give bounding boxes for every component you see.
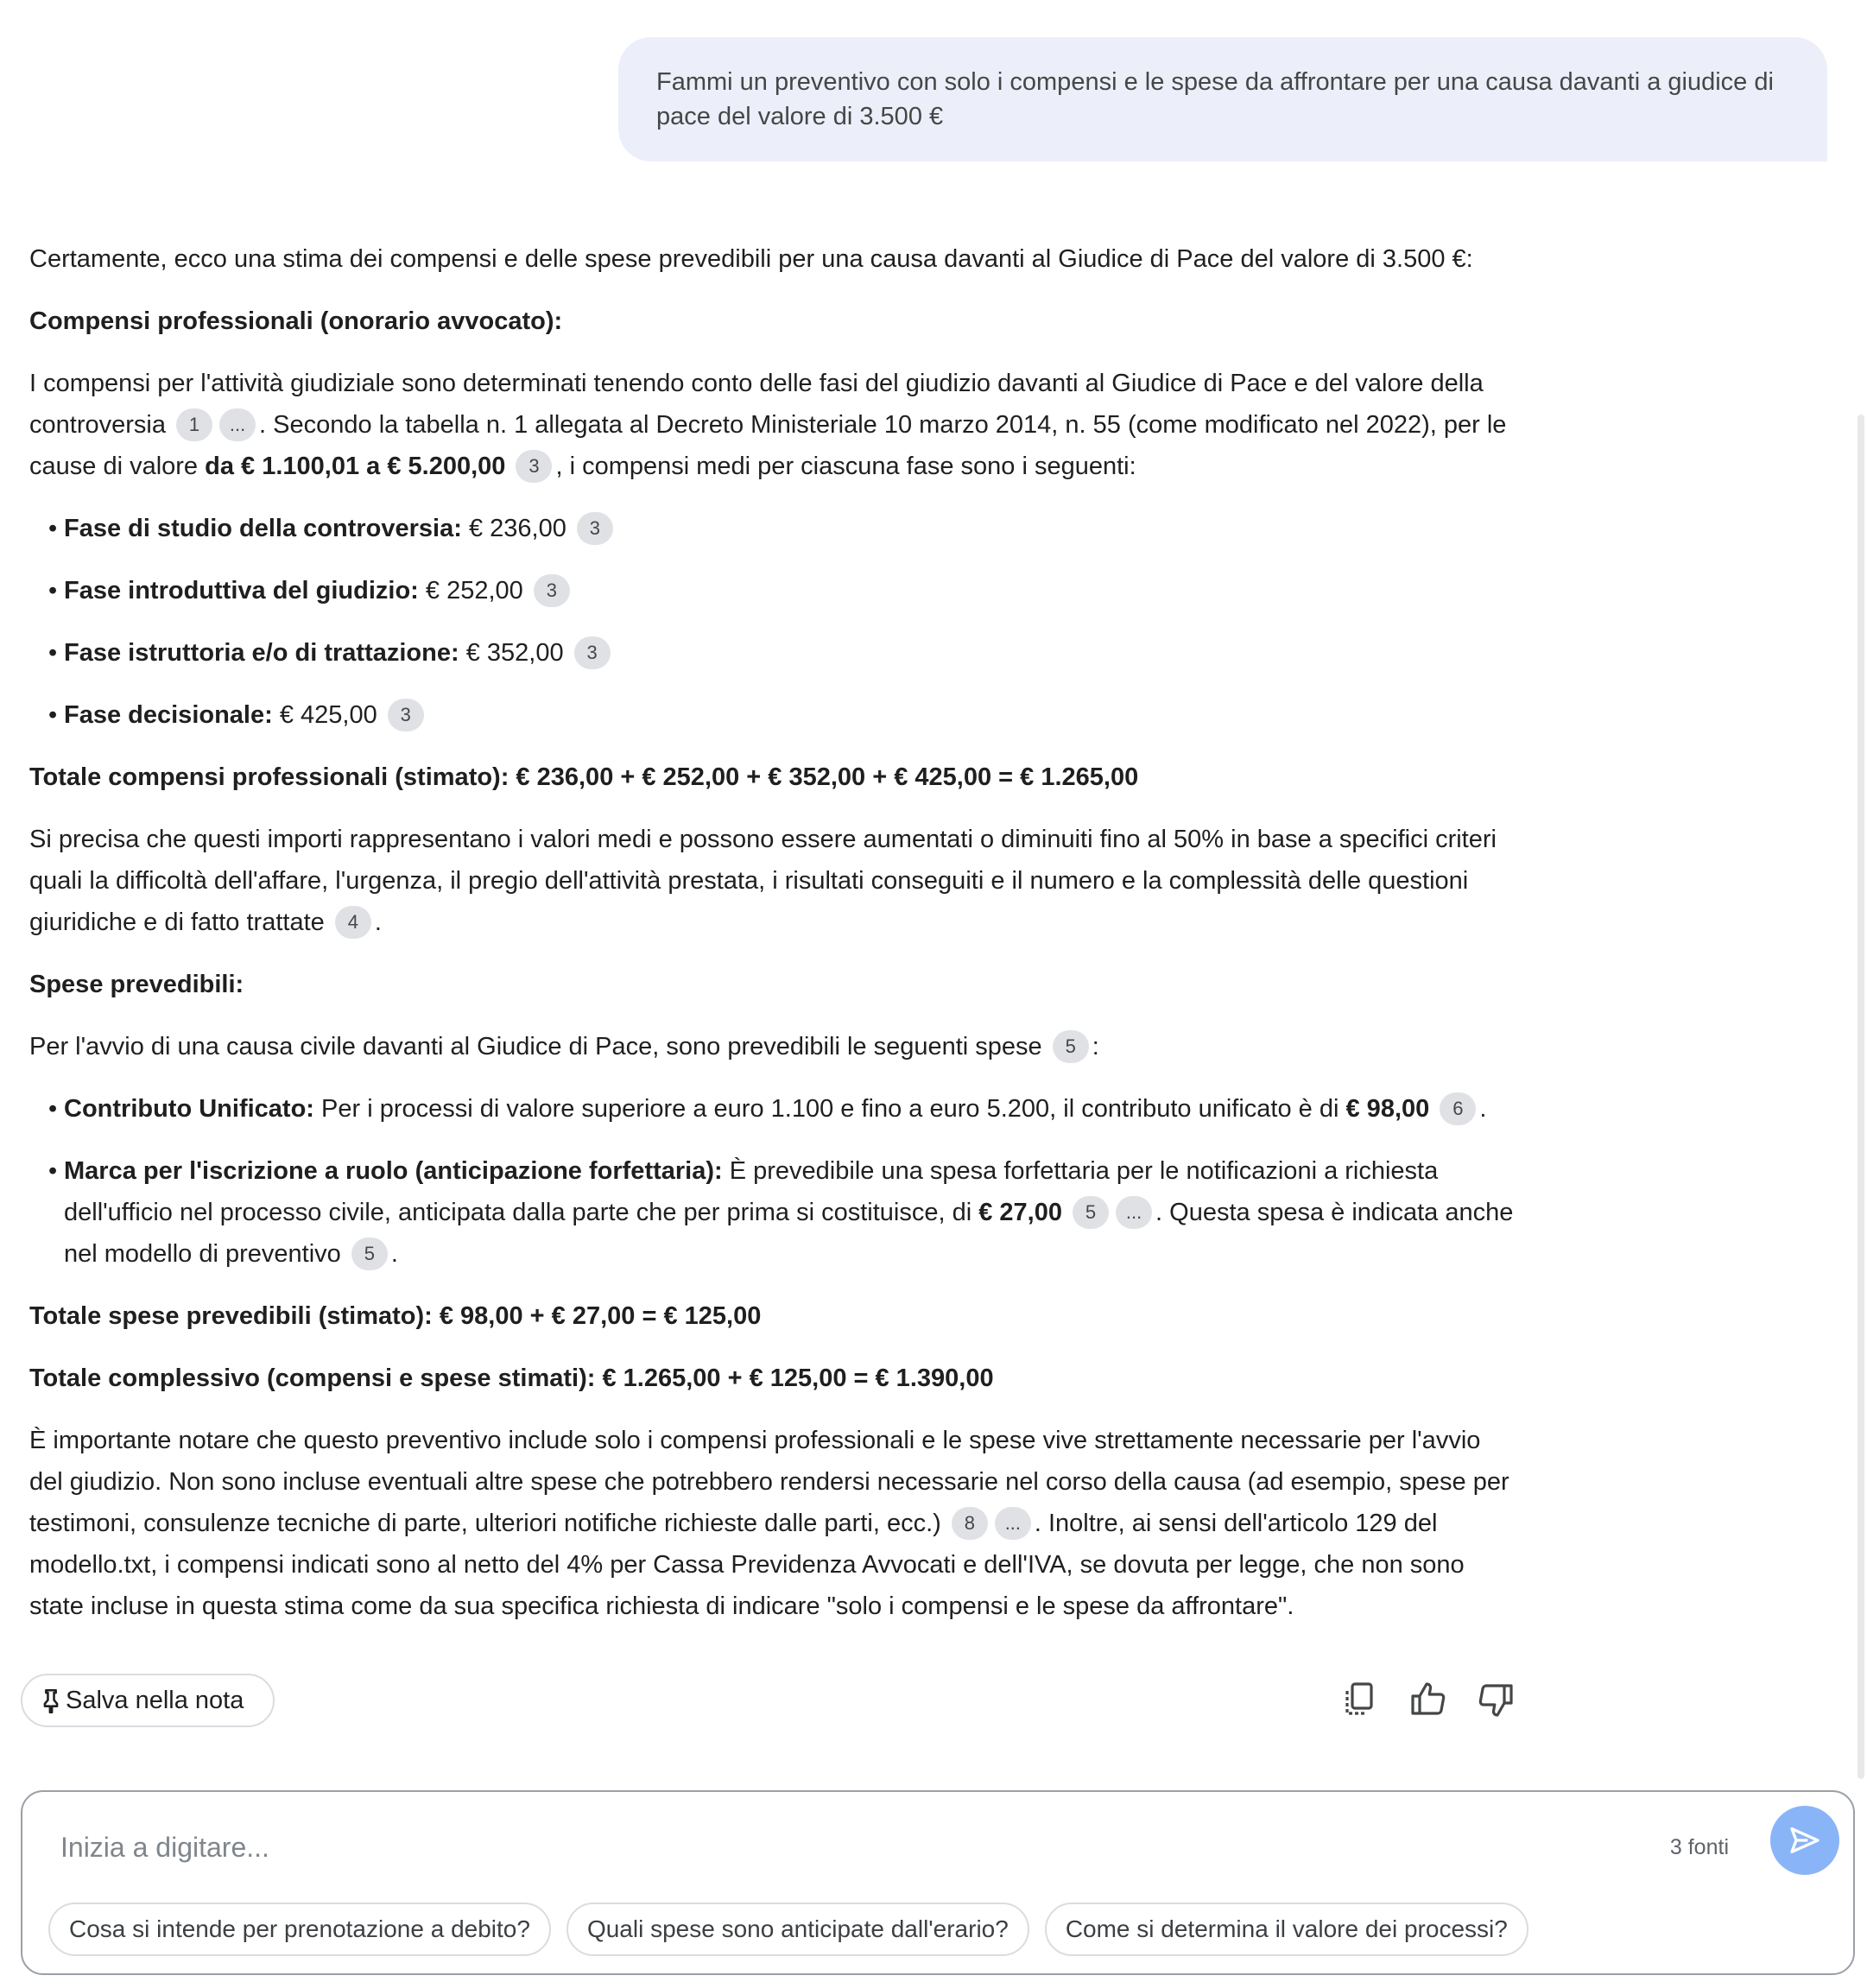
composer: [21, 1790, 1855, 1975]
citation-chip[interactable]: 3: [516, 450, 552, 483]
list-item: • Fase decisionale: € 425,00 3: [29, 694, 1515, 736]
save-to-note-button[interactable]: [21, 1674, 275, 1727]
fasi-list: [29, 508, 1515, 736]
citation-chip[interactable]: 3: [574, 636, 611, 669]
citation-chip[interactable]: 5: [1073, 1196, 1109, 1229]
spese-intro: Per l'avvio di una causa civile davanti al Giudice di Pace, sono prevedibili le seguenti spese 5 :: [29, 1026, 1515, 1067]
save-to-note-label: Salva nella nota: [66, 1686, 244, 1714]
citation-more-chip[interactable]: ...: [219, 408, 256, 441]
send-icon: [1788, 1823, 1822, 1858]
citation-chip[interactable]: 8: [952, 1507, 988, 1540]
list-item: • Contributo Unificato: Per i processi di valore superiore a euro 1.100 e fino a euro 5.200, il contributo unificato è di € 98,00 6 .: [29, 1088, 1515, 1130]
citation-chip[interactable]: 3: [388, 699, 424, 731]
totale-spese: Totale spese prevedibili (stimato): € 98,00 + € 27,00 = € 125,00: [29, 1302, 762, 1330]
copy-icon[interactable]: [1339, 1679, 1380, 1720]
thumbs-up-icon[interactable]: [1408, 1679, 1449, 1720]
spese-heading: Spese prevedibili:: [29, 971, 244, 998]
citation-chip[interactable]: 3: [534, 574, 570, 607]
suggestion-chip[interactable]: Cosa si intende per prenotazione a debito?: [48, 1903, 551, 1956]
citation-more-chip[interactable]: ...: [1116, 1196, 1152, 1229]
citation-chip[interactable]: 6: [1440, 1092, 1476, 1125]
final-paragraph: È importante notare che questo preventivo include solo i compensi professionali e le spese vive strettamente necessarie per l'avvio del giudizio. Non sono incluse eventuali altre spese che potrebbero rendersi necessarie nel corso della causa (ad esempio, spese per testimoni, consulenze tecniche di parte, ulteriori notifiche richieste dalle parti, ecc.) 8 ... . Inoltre, ai sensi dell'articolo 129 del modello.txt, i compensi indicati sono al netto del 4% per Cassa Previdenza Avvocati e dell'IVA, se dovuta per legge, che non sono state incluse in questa stima come da sua specifica richiesta di indicare "solo i compensi e le spese da affrontare".: [29, 1427, 1509, 1620]
user-message-bubble: [618, 37, 1827, 161]
suggestion-chip[interactable]: Come si determina il valore dei processi?: [1045, 1903, 1528, 1956]
citation-more-chip[interactable]: ...: [995, 1507, 1031, 1540]
citation-chip[interactable]: 5: [1053, 1030, 1089, 1063]
answer-intro: Certamente, ecco una stima dei compensi e delle spese prevedibili per una causa davanti al Giudice di Pace del valore di 3.500 €:: [29, 245, 1473, 273]
spese-list: [29, 1088, 1515, 1275]
list-item: • Fase istruttoria e/o di trattazione: € 352,00 3: [29, 632, 1515, 674]
message-input[interactable]: [60, 1823, 1615, 1871]
suggestion-chips: [48, 1903, 1528, 1956]
suggestion-chip[interactable]: Quali spese sono anticipate dall'erario?: [566, 1903, 1029, 1956]
pin-icon: [36, 1686, 66, 1717]
citation-chip[interactable]: 3: [577, 512, 613, 545]
sources-count[interactable]: 3 fonti: [1669, 1835, 1729, 1859]
list-item: • Marca per l'iscrizione a ruolo (anticipazione forfettaria): È prevedibile una spesa forfettaria per le notificazioni a richiesta dell'ufficio nel processo civile, anticipata dalla parte che per prima si costituisce, di € 27,00 5 ... . Questa spesa è indicata anche nel modello di preventivo 5 .: [29, 1150, 1515, 1275]
totale-compensi: Totale compensi professionali (stimato): € 236,00 + € 252,00 + € 352,00 + € 425,00 = € 1.265,00: [29, 763, 1139, 791]
list-item: • Fase di studio della controversia: € 236,00 3: [29, 508, 1515, 549]
precisa-paragraph: Si precisa che questi importi rappresentano i valori medi e possono essere aumentati o diminuiti fino al 50% in base a specifici criteri quali la difficoltà dell'affare, l'urgenza, il pregio dell'attività prestata, i risultati conseguiti e il numero e la complessità delle questioni giuridiche e di fatto trattate 4 .: [29, 819, 1515, 943]
send-button[interactable]: [1770, 1806, 1839, 1875]
citation-chip[interactable]: 5: [351, 1238, 388, 1270]
assistant-answer: [29, 238, 1515, 1648]
citation-chip[interactable]: 1: [176, 408, 212, 441]
compensi-paragraph: I compensi per l'attività giudiziale sono determinati tenendo conto delle fasi del giudizio davanti al Giudice di Pace e del valore della controversia 1 ... . Secondo la tabella n. 1 allegata al Decreto Ministeriale 10 marzo 2014, n. 55 (come modificato nel 2022), per le cause di valore da € 1.100,01 a € 5.200,00 3 , i compensi medi per ciascuna fase sono i seguenti:: [29, 363, 1515, 487]
scrollbar[interactable]: [1858, 415, 1864, 1779]
citation-chip[interactable]: 4: [335, 906, 371, 939]
list-item: • Fase introduttiva del giudizio: € 252,00 3: [29, 570, 1515, 611]
totale-complessivo: Totale complessivo (compensi e spese stimati): € 1.265,00 + € 125,00 = € 1.390,00: [29, 1364, 994, 1392]
thumbs-down-icon[interactable]: [1475, 1679, 1516, 1720]
user-message-text: Fammi un preventivo con solo i compensi e le spese da affrontare per una causa davanti a giudice di pace del valore di 3.500 €: [656, 68, 1774, 130]
compensi-heading: Compensi professionali (onorario avvocato):: [29, 307, 563, 335]
